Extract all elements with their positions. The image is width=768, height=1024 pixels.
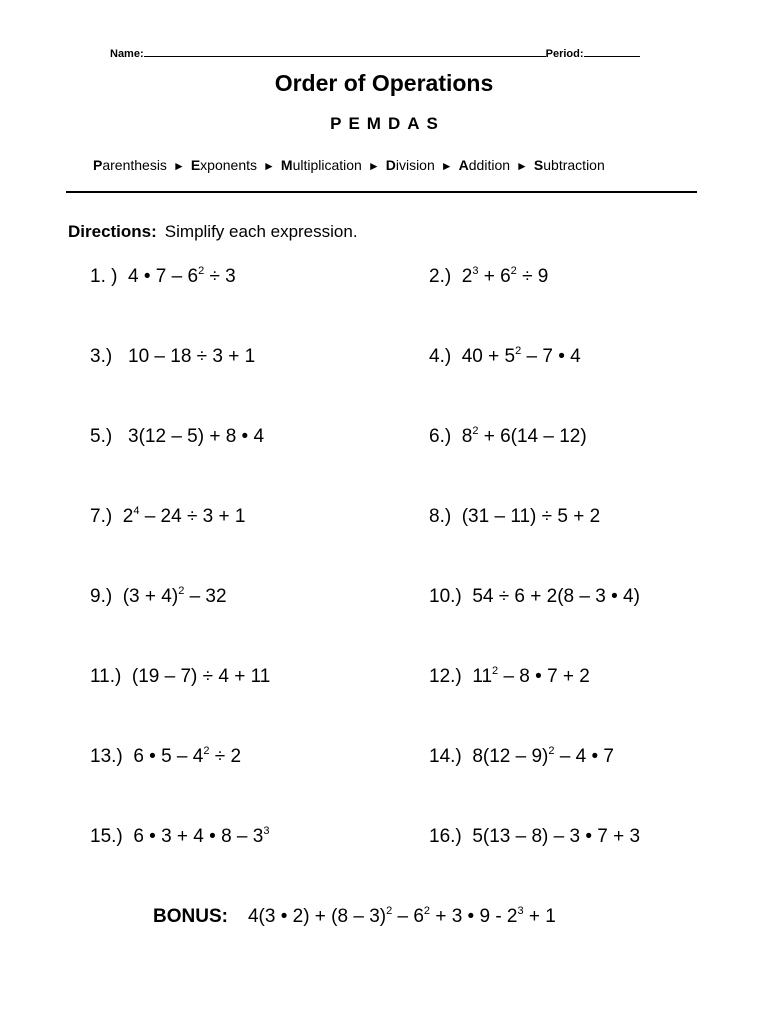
arrow-right-icon: ► (263, 159, 275, 173)
problem-number: 11.) (90, 666, 132, 687)
expression-text: 8(12 – 9) (472, 746, 549, 767)
problem-number: 10.) (429, 586, 473, 607)
name-blank[interactable] (144, 46, 546, 57)
exponent: 2 (386, 905, 393, 917)
period-label: Period: (545, 48, 584, 60)
expression-text: 6 • 3 + 4 • 8 – 3 (133, 826, 264, 847)
exponent: 3 (517, 905, 524, 917)
problem-number: 7.) (90, 506, 123, 527)
directions-text: Simplify each expression. (164, 222, 358, 241)
operation-parenthesis: Parenthesis (93, 157, 167, 173)
exponent: 2 (510, 265, 517, 277)
problem-number: 12.) (429, 666, 473, 687)
expression-text: – 32 (184, 586, 227, 607)
problem-11 (90, 666, 270, 688)
problem-2 (429, 266, 548, 288)
operation-subtraction: Subtraction (533, 157, 605, 173)
exponent: 2 (492, 665, 499, 677)
expression-text: 10 – 18 ÷ 3 + 1 (122, 346, 256, 367)
expression-text: (19 – 7) ÷ 4 + 11 (131, 666, 271, 687)
problem-8 (429, 506, 600, 528)
problem-13 (90, 746, 241, 768)
exponent: 4 (133, 505, 140, 517)
problem-number: 3.) (90, 346, 123, 367)
problem-number: 5.) (90, 426, 123, 447)
problem-number: 15.) (90, 826, 134, 847)
name-period-line (110, 46, 640, 60)
expression-text: + 3 • 9 - 2 (430, 906, 518, 927)
arrow-right-icon: ► (440, 159, 453, 173)
expression-text: + 1 (523, 906, 556, 927)
problem-number: 2.) (429, 266, 462, 287)
problem-number: 13.) (90, 746, 134, 767)
expression-text: 8 (461, 426, 473, 447)
arrow-right-icon: ► (516, 159, 528, 173)
problem-number: 6.) (429, 426, 462, 447)
bonus-problem (153, 906, 556, 928)
expression-text: – 7 • 4 (521, 346, 581, 367)
expression-text: + 6(14 – 12) (478, 426, 587, 447)
name-label: Name: (110, 48, 144, 60)
problem-9 (90, 586, 227, 608)
problem-number: 8.) (429, 506, 462, 527)
exponent: 2 (423, 905, 431, 917)
expression-text: ÷ 9 (516, 266, 549, 287)
exponent: 2 (198, 265, 205, 277)
expression-text: ÷ 3 (204, 266, 236, 287)
expression-text: 2 (461, 266, 473, 287)
operations-order (93, 157, 605, 173)
expression-text: 4(3 • 2) + (8 – 3) (247, 906, 387, 927)
problem-12 (429, 666, 590, 688)
problem-3 (90, 346, 255, 368)
expression-text: (3 + 4) (122, 586, 179, 607)
operation-multiplication: Multiplication (280, 157, 362, 173)
exponent: 3 (263, 825, 270, 837)
expression-text: 54 ÷ 6 + 2(8 – 3 • 4) (472, 586, 640, 607)
exponent: 2 (515, 345, 522, 357)
expression-text: – 24 ÷ 3 + 1 (139, 506, 246, 527)
exponent: 2 (178, 585, 185, 597)
directions-label: Directions: (68, 222, 157, 241)
expression-text: 11 (472, 666, 493, 687)
problem-6 (429, 426, 587, 448)
exponent: 3 (472, 265, 479, 277)
problem-14 (429, 746, 614, 768)
problem-5 (90, 426, 264, 448)
operation-exponents: Exponents (190, 157, 257, 173)
expression-text: (31 – 11) ÷ 5 + 2 (461, 506, 601, 527)
operation-division: Division (385, 157, 435, 173)
bonus-label: BONUS: (153, 906, 228, 927)
expression-text: 2 (122, 506, 134, 527)
page-title: Order of Operations (274, 70, 494, 96)
arrow-right-icon: ► (172, 159, 185, 173)
exponent: 2 (548, 745, 555, 757)
problem-15 (90, 826, 269, 848)
problem-4 (429, 346, 581, 368)
expression-text: 5(13 – 8) – 3 • 7 + 3 (472, 826, 641, 847)
problem-1 (90, 266, 236, 288)
problem-number: 14.) (429, 746, 473, 767)
expression-text: ÷ 2 (209, 746, 242, 767)
expression-text: 6 • 5 – 4 (133, 746, 204, 767)
bonus-expression (248, 906, 556, 927)
expression-text: – 6 (392, 906, 424, 927)
expression-text: 40 + 5 (461, 346, 516, 367)
expression-text: – 8 • 7 + 2 (498, 666, 590, 687)
operation-addition: Addition (458, 157, 511, 173)
expression-text: + 6 (478, 266, 511, 287)
problem-number: 9.) (90, 586, 123, 607)
exponent: 2 (203, 745, 210, 757)
pemdas-acronym: PEMDAS (330, 114, 445, 133)
directions (68, 222, 358, 242)
exponent: 2 (472, 425, 479, 437)
expression-text: 4 • 7 – 6 (128, 266, 199, 287)
arrow-right-icon: ► (367, 159, 380, 173)
problem-number: 16.) (429, 826, 473, 847)
expression-text: – 4 • 7 (554, 746, 614, 767)
problem-16 (429, 826, 640, 848)
expression-text: 3(12 – 5) + 8 • 4 (122, 426, 265, 447)
period-blank[interactable] (584, 46, 640, 57)
problem-number: 4.) (429, 346, 462, 367)
problem-7 (90, 506, 245, 528)
problem-number: 1. ) (90, 266, 129, 287)
problem-10 (429, 586, 640, 608)
header-divider (66, 191, 697, 193)
